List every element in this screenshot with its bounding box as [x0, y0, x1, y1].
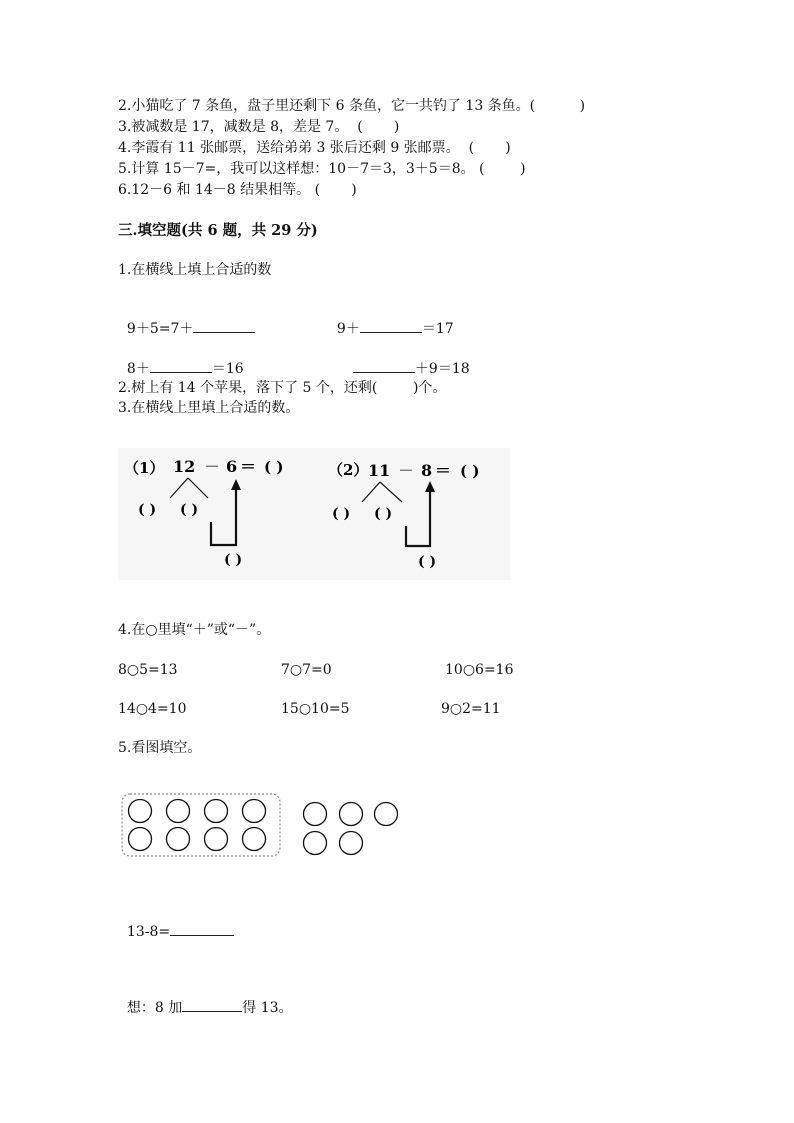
answer-blank[interactable] — [360, 318, 422, 333]
answer-blank[interactable] — [353, 358, 415, 373]
q1-eq3 — [118, 340, 244, 378]
fig1-operator: － — [204, 457, 221, 476]
q5-think-left: 想：8 加 — [126, 1000, 183, 1016]
q1-eq3-right: ＝16 — [211, 361, 244, 377]
circle-icon — [243, 828, 266, 851]
judge-item-4: 4.李霞有 11 张邮票，送给弟弟 3 张后还剩 9 张邮票。 ( ) — [118, 140, 511, 156]
fig1-part-paren[interactable]: ( ) — [180, 502, 199, 518]
q1-eq2-right: ＝17 — [421, 321, 454, 337]
q4-title: 4.在○里填“＋”或“－”。 — [118, 622, 271, 638]
answer-blank[interactable] — [150, 358, 212, 373]
fig2-part-paren[interactable]: ( ) — [374, 506, 393, 522]
answer-blank[interactable] — [193, 318, 255, 333]
q4-item: 9○2=11 — [441, 701, 501, 717]
fig1-minuend: 12 — [173, 457, 196, 476]
section-title: 三.填空题(共 6 题，共 29 分) — [118, 222, 318, 239]
fig2-answer-paren[interactable]: ( ) — [460, 462, 480, 480]
judge-item-2: 2.小猫吃了 7 条鱼，盘子里还剩下 6 条鱼，它一共钓了 13 条鱼。( ) — [118, 98, 586, 114]
fig2-minuend: 11 — [368, 461, 391, 480]
q4-item: 15○10=5 — [281, 701, 350, 717]
q5-think — [118, 979, 293, 1017]
fig2-subtrahend: 8 — [421, 461, 433, 480]
circles-figure — [120, 793, 405, 859]
ten-frame-box — [122, 794, 280, 856]
circle-icon — [205, 828, 228, 851]
circle-icon — [304, 832, 327, 855]
circle-icon — [167, 800, 190, 823]
circle-icon — [167, 828, 190, 851]
q4-item: 7○7=0 — [281, 662, 332, 678]
fig1-bottom-paren[interactable]: ( ) — [224, 552, 243, 568]
q1-eq2-left: 9＋ — [336, 321, 360, 337]
answer-blank[interactable] — [170, 921, 234, 936]
q4-item: 10○6=16 — [445, 662, 514, 678]
judge-item-5: 5.计算 15－7=，我可以这样想：10－7＝3，3＋5＝8。 ( ) — [118, 161, 526, 177]
fig2-label: （2） — [328, 461, 369, 479]
circle-icon — [129, 828, 152, 851]
q5-title: 5.看图填空。 — [118, 740, 202, 756]
q1-title: 1.在横线上填上合适的数 — [118, 262, 272, 278]
q1-eq3-left: 8＋ — [126, 361, 150, 377]
fig1-answer-paren[interactable]: ( ) — [264, 458, 284, 476]
circle-icon — [340, 832, 363, 855]
fig1-part-paren[interactable]: ( ) — [138, 502, 157, 518]
q5-think-right: 得 13。 — [242, 1000, 293, 1016]
q1-eq1-left: 9＋5=7＋ — [126, 321, 194, 337]
judge-item-3: 3.被减数是 17，减数是 8，差是 7。 ( ) — [118, 119, 400, 135]
circle-icon — [205, 800, 228, 823]
circle-icon — [304, 803, 327, 826]
q1-eq2 — [328, 300, 454, 338]
q4-item: 14○4=10 — [118, 701, 187, 717]
q1-eq4-right: ＋9＝18 — [414, 361, 470, 377]
circle-icon — [340, 803, 363, 826]
fig1-label: （1） — [124, 459, 165, 477]
fig2-equals: ＝ — [435, 461, 452, 480]
answer-blank[interactable] — [182, 997, 242, 1012]
q1-eq1 — [118, 300, 255, 338]
circle-icon — [129, 800, 152, 823]
fig1-equals: ＝ — [240, 457, 257, 476]
fig2-part-paren[interactable]: ( ) — [332, 506, 351, 522]
circle-icon — [243, 800, 266, 823]
q5-eq-left: 13-8= — [126, 924, 171, 940]
q5-equation — [118, 903, 234, 941]
fig2-bottom-paren[interactable]: ( ) — [418, 554, 437, 570]
q3-title: 3.在横线上里填上合适的数。 — [118, 400, 300, 416]
q4-item: 8○5=13 — [118, 662, 178, 678]
judge-item-6: 6.12－6 和 14－8 结果相等。 ( ) — [118, 182, 357, 198]
q2-text: 2.树上有 14 个苹果，落下了 5 个，还剩( )个。 — [118, 380, 447, 396]
q1-eq4 — [344, 340, 470, 378]
fig1-subtrahend: 6 — [226, 457, 238, 476]
fig2-operator: － — [398, 461, 415, 480]
circle-icon — [375, 803, 398, 826]
decomposition-figure — [118, 448, 510, 580]
